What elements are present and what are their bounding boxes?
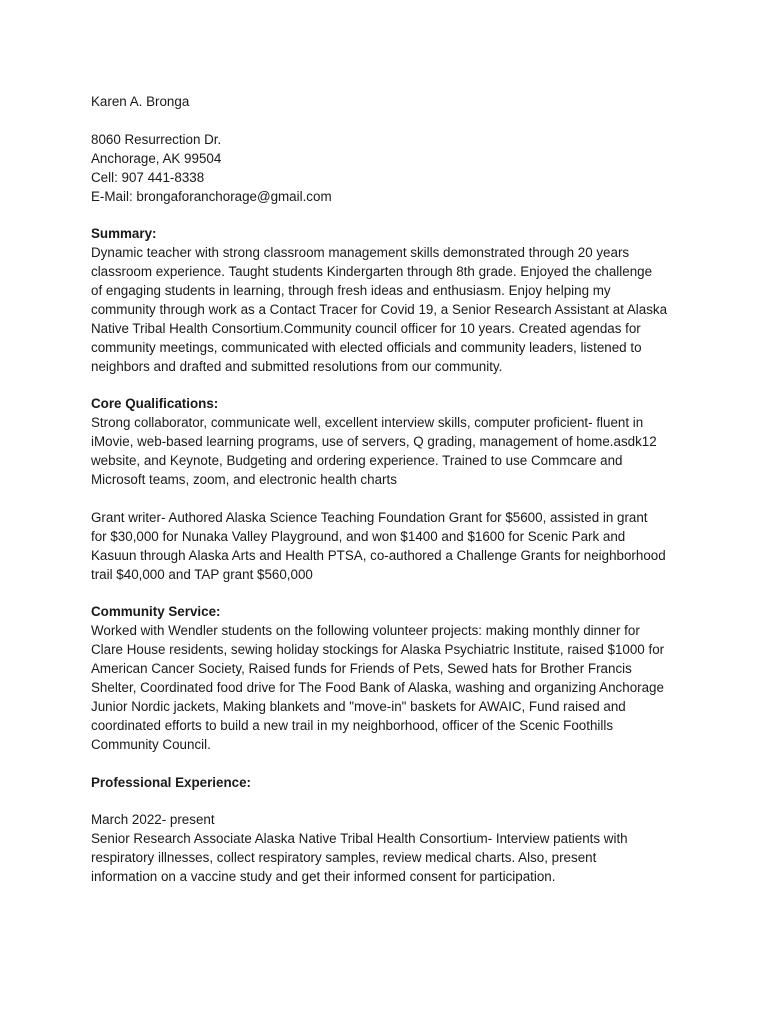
- resume-content: [91, 93, 691, 887]
- grant-writer-line: trail $40,000 and TAP grant $560,000: [91, 566, 313, 582]
- job-description-line: information on a vaccine study and get their informed consent for participation.: [91, 869, 556, 885]
- job-description-line: respiratory illnesses, collect respiratory samples, review medical charts. Also, present: [91, 850, 597, 866]
- spacer: [91, 377, 691, 396]
- grant-writer-line: for $30,000 for Nunaka Valley Playground, and won $1400 and $1600 for Scenic Park and: [91, 528, 626, 544]
- spacer: [91, 206, 691, 225]
- spacer: [91, 792, 691, 811]
- community-service-line: Junior Nordic jackets, Making blankets and "move-in" baskets for AWAIC, Fund raised and: [91, 698, 626, 714]
- applicant-name: Karen A. Bronga: [91, 94, 190, 109]
- spacer: [91, 585, 691, 604]
- summary-line: of engaging students in learning, through fresh ideas and enthusiasm. Enjoy helping my: [91, 283, 611, 299]
- grant-writer-line: Kasuun through Alaska Arts and Health PTSA, co-authored a Challenge Grants for neighborhood: [91, 547, 666, 563]
- spacer: [91, 112, 691, 131]
- summary-line: Dynamic teacher with strong classroom management skills demonstrated through 20 years: [91, 245, 630, 261]
- summary-line: classroom experience. Taught students Kindergarten through 8th grade. Enjoyed the challenge: [91, 264, 653, 280]
- summary-line: community through work as a Contact Tracer for Covid 19, a Senior Research Assistant at Alaska: [91, 301, 668, 317]
- spacer: [91, 490, 691, 509]
- summary-line: neighbors and drafted and submitted resolutions from our community.: [91, 358, 503, 374]
- email-address: E-Mail: brongaforanchorage@gmail.com: [91, 188, 332, 204]
- spacer: [91, 755, 691, 774]
- core-qualifications-heading: Core Qualifications:: [91, 396, 219, 412]
- address-city: Anchorage, AK 99504: [91, 150, 222, 166]
- summary-line: community meetings, communicated with elected officials and community leaders, listened to: [91, 339, 642, 355]
- community-service-line: Clare House residents, sewing holiday stockings for Alaska Psychiatric Institute, raised $1000 for: [91, 642, 665, 658]
- qualifications-line: iMovie, web-based learning programs, use of servers, Q grading, management of home.asdk12: [91, 434, 657, 450]
- summary-line: Native Tribal Health Consortium.Community council officer for 10 years. Created agendas for: [91, 320, 641, 336]
- qualifications-line: Strong collaborator, communicate well, excellent interview skills, computer proficient- fluent in: [91, 415, 644, 431]
- summary-heading: Summary:: [91, 226, 157, 242]
- job-dates: March 2022- present: [91, 812, 215, 828]
- professional-experience-heading: Professional Experience:: [91, 774, 252, 790]
- community-service-line: Shelter, Coordinated food drive for The Food Bank of Alaska, washing and organizing Anchorage: [91, 680, 664, 696]
- qualifications-line: Microsoft teams, zoom, and electronic health charts: [91, 472, 397, 488]
- job-description-line: Senior Research Associate Alaska Native Tribal Health Consortium- Interview patients with: [91, 831, 628, 847]
- community-service-line: Community Council.: [91, 736, 211, 752]
- community-service-line: coordinated efforts to build a new trail in my neighborhood, officer of the Scenic Foothills: [91, 717, 614, 733]
- grant-writer-line: Grant writer- Authored Alaska Science Teaching Foundation Grant for $5600, assisted in grant: [91, 509, 648, 525]
- address-street: 8060 Resurrection Dr.: [91, 131, 222, 147]
- cell-phone: Cell: 907 441-8338: [91, 169, 205, 185]
- community-service-heading: Community Service:: [91, 604, 221, 620]
- community-service-line: American Cancer Society, Raised funds for Friends of Pets, Sewed hats for Brother Francis: [91, 661, 632, 677]
- community-service-line: Worked with Wendler students on the following volunteer projects: making monthly dinner for: [91, 623, 640, 639]
- qualifications-line: website, and Keynote, Budgeting and ordering experience. Trained to use Commcare and: [91, 453, 623, 469]
